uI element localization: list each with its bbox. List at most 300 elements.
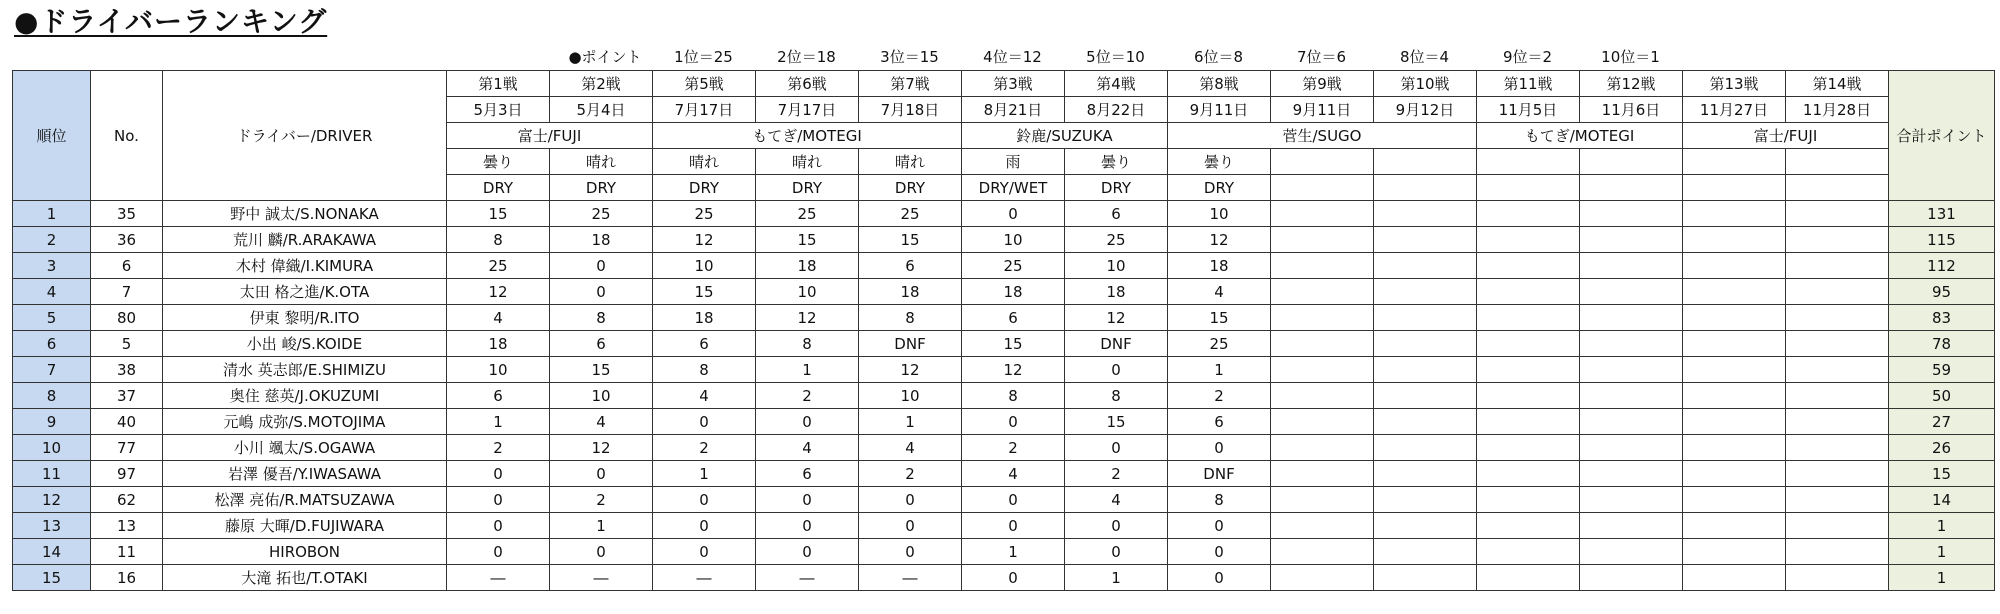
rank-cell: 5	[13, 305, 91, 331]
points-cell	[1786, 357, 1889, 383]
points-legend-item: 5位＝10	[1086, 48, 1145, 66]
points-cell: 2	[1168, 383, 1271, 409]
points-cell	[1580, 357, 1683, 383]
points-cell: 6	[1065, 201, 1168, 227]
points-cell: 10	[1065, 253, 1168, 279]
points-cell: 10	[1168, 201, 1271, 227]
points-cell	[1374, 487, 1477, 513]
points-legend-item: 3位＝15	[880, 48, 939, 66]
points-cell	[1374, 513, 1477, 539]
weather-cell	[1786, 149, 1889, 175]
date-header: 7月18日	[859, 97, 962, 123]
table-row	[13, 201, 1995, 227]
condition-cell	[1477, 175, 1580, 201]
total-header: 合計ポイント	[1889, 71, 1995, 201]
points-cell	[1374, 253, 1477, 279]
points-cell: 0	[962, 409, 1065, 435]
points-cell	[1683, 409, 1786, 435]
points-cell	[1786, 409, 1889, 435]
total-points-cell: 26	[1889, 435, 1995, 461]
points-cell: 12	[653, 227, 756, 253]
points-cell	[1683, 331, 1786, 357]
points-cell: DNF	[1168, 461, 1271, 487]
weather-cell: 晴れ	[859, 149, 962, 175]
round-header: 第6戦	[756, 71, 859, 97]
points-cell: ―	[653, 565, 756, 591]
points-cell: 4	[653, 383, 756, 409]
points-cell	[1786, 565, 1889, 591]
driver-name-cell: 太田 格之進/K.OTA	[163, 279, 447, 305]
driver-name-cell: 松澤 亮佑/R.MATSUZAWA	[163, 487, 447, 513]
points-cell: 18	[962, 279, 1065, 305]
points-cell: 12	[550, 435, 653, 461]
total-points-cell: 115	[1889, 227, 1995, 253]
venue-header: 富士/FUJI	[447, 123, 653, 149]
points-cell: 15	[1065, 409, 1168, 435]
venue-header: 富士/FUJI	[1683, 123, 1889, 149]
round-header: 第5戦	[653, 71, 756, 97]
points-cell	[1786, 331, 1889, 357]
driver-name-cell: 伊東 黎明/R.ITO	[163, 305, 447, 331]
points-cell	[1683, 227, 1786, 253]
points-legend-item: 2位＝18	[777, 48, 836, 66]
points-cell: 25	[1168, 331, 1271, 357]
points-cell	[1786, 201, 1889, 227]
points-cell: ―	[447, 565, 550, 591]
ranking-table	[12, 70, 1995, 591]
car-number-cell: 5	[91, 331, 163, 357]
points-cell	[1580, 253, 1683, 279]
total-points-cell: 59	[1889, 357, 1995, 383]
page-title: ●ドライバーランキング	[14, 5, 328, 38]
points-cell	[1271, 409, 1374, 435]
points-cell	[1786, 305, 1889, 331]
points-cell: 0	[756, 513, 859, 539]
round-header: 第13戦	[1683, 71, 1786, 97]
points-cell: 1	[653, 461, 756, 487]
points-legend-item: 1位＝25	[674, 48, 733, 66]
points-cell	[1477, 409, 1580, 435]
round-header: 第3戦	[962, 71, 1065, 97]
points-cell	[1374, 305, 1477, 331]
venue-header: もてぎ/MOTEGI	[1477, 123, 1683, 149]
points-cell	[1477, 357, 1580, 383]
points-cell: 25	[962, 253, 1065, 279]
points-cell: 0	[550, 279, 653, 305]
weather-cell: 晴れ	[550, 149, 653, 175]
points-cell: 0	[550, 253, 653, 279]
weather-cell	[1580, 149, 1683, 175]
table-row	[13, 435, 1995, 461]
total-points-cell: 112	[1889, 253, 1995, 279]
points-cell	[1580, 279, 1683, 305]
rank-cell: 14	[13, 539, 91, 565]
car-number-cell: 38	[91, 357, 163, 383]
total-points-cell: 78	[1889, 331, 1995, 357]
condition-cell: DRY	[1168, 175, 1271, 201]
points-cell	[1477, 513, 1580, 539]
total-points-cell: 1	[1889, 539, 1995, 565]
points-cell	[1374, 201, 1477, 227]
table-row	[13, 487, 1995, 513]
points-cell: 0	[653, 487, 756, 513]
points-cell	[1580, 305, 1683, 331]
points-cell	[1477, 461, 1580, 487]
driver-header: ドライバー/DRIVER	[163, 71, 447, 201]
points-cell: 12	[447, 279, 550, 305]
points-cell: 2	[962, 435, 1065, 461]
points-cell	[1683, 201, 1786, 227]
points-cell: 2	[1065, 461, 1168, 487]
points-cell	[1374, 383, 1477, 409]
points-cell: 0	[962, 565, 1065, 591]
points-cell	[1786, 279, 1889, 305]
table-row	[13, 253, 1995, 279]
points-cell	[1580, 331, 1683, 357]
rank-cell: 12	[13, 487, 91, 513]
driver-name-cell: HIROBON	[163, 539, 447, 565]
total-points-cell: 50	[1889, 383, 1995, 409]
points-cell: 8	[962, 383, 1065, 409]
points-cell	[1271, 461, 1374, 487]
total-points-cell: 1	[1889, 513, 1995, 539]
driver-name-cell: 小川 颯太/S.OGAWA	[163, 435, 447, 461]
points-cell: 4	[550, 409, 653, 435]
condition-cell	[1683, 175, 1786, 201]
points-cell	[1580, 435, 1683, 461]
venue-header: もてぎ/MOTEGI	[653, 123, 962, 149]
points-cell: 12	[859, 357, 962, 383]
points-cell: DNF	[859, 331, 962, 357]
date-header: 8月21日	[962, 97, 1065, 123]
points-cell: 15	[653, 279, 756, 305]
points-cell: 12	[962, 357, 1065, 383]
points-cell	[1477, 253, 1580, 279]
weather-cell: 曇り	[447, 149, 550, 175]
points-cell: 8	[859, 305, 962, 331]
driver-name-cell: 元嶋 成弥/S.MOTOJIMA	[163, 409, 447, 435]
rank-cell: 8	[13, 383, 91, 409]
points-cell: 10	[447, 357, 550, 383]
points-cell: 0	[859, 487, 962, 513]
points-cell	[1271, 435, 1374, 461]
weather-cell: 曇り	[1065, 149, 1168, 175]
rank-cell: 13	[13, 513, 91, 539]
points-cell	[1374, 409, 1477, 435]
points-cell	[1683, 513, 1786, 539]
points-legend-label: ●ポイント	[568, 48, 642, 66]
driver-name-cell: 野中 誠太/S.NONAKA	[163, 201, 447, 227]
points-cell: 0	[447, 539, 550, 565]
points-cell: 18	[859, 279, 962, 305]
date-header: 11月28日	[1786, 97, 1889, 123]
points-cell	[1683, 253, 1786, 279]
condition-cell: DRY/WET	[962, 175, 1065, 201]
points-cell	[1374, 279, 1477, 305]
points-cell: 4	[756, 435, 859, 461]
points-cell	[1271, 565, 1374, 591]
points-cell: 6	[447, 383, 550, 409]
table-row	[13, 461, 1995, 487]
points-cell	[1683, 383, 1786, 409]
points-cell	[1683, 487, 1786, 513]
points-cell	[1477, 487, 1580, 513]
round-header: 第9戦	[1271, 71, 1374, 97]
points-cell	[1683, 305, 1786, 331]
points-cell: 18	[1168, 253, 1271, 279]
weather-cell	[1683, 149, 1786, 175]
points-cell: 0	[550, 539, 653, 565]
points-cell	[1271, 357, 1374, 383]
points-cell	[1786, 435, 1889, 461]
total-points-cell: 131	[1889, 201, 1995, 227]
points-cell	[1477, 227, 1580, 253]
points-cell: 10	[653, 253, 756, 279]
table-row	[13, 227, 1995, 253]
car-number-cell: 7	[91, 279, 163, 305]
car-number-cell: 6	[91, 253, 163, 279]
points-cell	[1683, 279, 1786, 305]
points-cell	[1374, 461, 1477, 487]
points-cell: DNF	[1065, 331, 1168, 357]
car-number-cell: 80	[91, 305, 163, 331]
venue-header: 菅生/SUGO	[1168, 123, 1477, 149]
table-row	[13, 305, 1995, 331]
points-cell: 25	[447, 253, 550, 279]
points-cell: 0	[1168, 539, 1271, 565]
points-cell: 15	[756, 227, 859, 253]
points-cell	[1271, 383, 1374, 409]
points-cell	[1786, 253, 1889, 279]
car-number-cell: 62	[91, 487, 163, 513]
points-cell: 2	[447, 435, 550, 461]
points-cell: 6	[653, 331, 756, 357]
points-cell: 15	[550, 357, 653, 383]
points-cell: 6	[550, 331, 653, 357]
rank-header: 順位	[13, 71, 91, 201]
points-cell: 0	[859, 513, 962, 539]
round-header: 第12戦	[1580, 71, 1683, 97]
points-cell: ―	[859, 565, 962, 591]
rank-cell: 15	[13, 565, 91, 591]
points-cell: 6	[1168, 409, 1271, 435]
total-points-cell: 83	[1889, 305, 1995, 331]
points-cell: 2	[653, 435, 756, 461]
table-row	[13, 565, 1995, 591]
round-header: 第7戦	[859, 71, 962, 97]
weather-cell	[1374, 149, 1477, 175]
points-cell	[1786, 539, 1889, 565]
condition-cell: DRY	[1065, 175, 1168, 201]
table-row	[13, 409, 1995, 435]
points-cell: 15	[447, 201, 550, 227]
points-cell: 8	[653, 357, 756, 383]
points-cell: 1	[756, 357, 859, 383]
points-legend-item: 7位＝6	[1296, 48, 1347, 66]
points-cell: 1	[859, 409, 962, 435]
points-cell: 8	[1065, 383, 1168, 409]
points-cell: 0	[1168, 435, 1271, 461]
points-legend-item: 9位＝2	[1502, 48, 1553, 66]
points-cell	[1786, 227, 1889, 253]
points-cell: 25	[859, 201, 962, 227]
driver-name-cell: 木村 偉織/I.KIMURA	[163, 253, 447, 279]
rank-cell: 9	[13, 409, 91, 435]
points-cell: 18	[447, 331, 550, 357]
rank-cell: 3	[13, 253, 91, 279]
points-cell	[1683, 357, 1786, 383]
points-cell	[1374, 565, 1477, 591]
car-number-cell: 77	[91, 435, 163, 461]
table-row	[13, 513, 1995, 539]
rank-cell: 10	[13, 435, 91, 461]
points-cell: 0	[550, 461, 653, 487]
points-cell: 0	[962, 201, 1065, 227]
points-cell: 8	[550, 305, 653, 331]
no-header: No.	[91, 71, 163, 201]
points-cell	[1580, 487, 1683, 513]
ranking-table-body	[13, 71, 1995, 591]
points-cell	[1374, 227, 1477, 253]
points-legend-item: 10位＝1	[1601, 48, 1660, 66]
points-cell	[1271, 513, 1374, 539]
points-cell: 4	[1168, 279, 1271, 305]
points-cell	[1477, 201, 1580, 227]
points-cell: ―	[756, 565, 859, 591]
points-cell	[1786, 383, 1889, 409]
weather-cell: 曇り	[1168, 149, 1271, 175]
points-cell: 0	[756, 539, 859, 565]
date-header: 9月11日	[1271, 97, 1374, 123]
points-cell: 4	[859, 435, 962, 461]
header-row-rounds	[13, 71, 1995, 97]
condition-cell: DRY	[859, 175, 962, 201]
points-cell: 25	[756, 201, 859, 227]
points-cell: 2	[756, 383, 859, 409]
points-cell: 15	[1168, 305, 1271, 331]
table-row	[13, 331, 1995, 357]
points-cell: 12	[1168, 227, 1271, 253]
car-number-cell: 40	[91, 409, 163, 435]
rank-cell: 11	[13, 461, 91, 487]
points-cell: 0	[447, 487, 550, 513]
round-header: 第8戦	[1168, 71, 1271, 97]
points-cell: 4	[447, 305, 550, 331]
points-cell	[1477, 305, 1580, 331]
condition-cell: DRY	[550, 175, 653, 201]
driver-name-cell: 清水 英志郎/E.SHIMIZU	[163, 357, 447, 383]
points-cell	[1786, 513, 1889, 539]
driver-name-cell: 小出 峻/S.KOIDE	[163, 331, 447, 357]
points-cell	[1271, 201, 1374, 227]
car-number-cell: 13	[91, 513, 163, 539]
points-cell	[1271, 487, 1374, 513]
points-cell: 8	[1168, 487, 1271, 513]
points-cell: ―	[550, 565, 653, 591]
points-cell: 18	[756, 253, 859, 279]
round-header: 第4戦	[1065, 71, 1168, 97]
venue-header: 鈴鹿/SUZUKA	[962, 123, 1168, 149]
rank-cell: 7	[13, 357, 91, 383]
points-cell: 15	[962, 331, 1065, 357]
points-cell	[1477, 565, 1580, 591]
driver-name-cell: 奥住 慈英/J.OKUZUMI	[163, 383, 447, 409]
points-cell	[1580, 227, 1683, 253]
points-cell: 0	[1065, 435, 1168, 461]
total-points-cell: 14	[1889, 487, 1995, 513]
total-points-cell: 95	[1889, 279, 1995, 305]
points-cell	[1580, 383, 1683, 409]
points-cell	[1374, 539, 1477, 565]
condition-cell: DRY	[653, 175, 756, 201]
points-cell: 0	[756, 487, 859, 513]
car-number-cell: 37	[91, 383, 163, 409]
points-cell: 1	[1168, 357, 1271, 383]
car-number-cell: 97	[91, 461, 163, 487]
weather-cell: 晴れ	[653, 149, 756, 175]
points-cell	[1271, 279, 1374, 305]
table-row	[13, 539, 1995, 565]
points-cell	[1271, 331, 1374, 357]
rank-cell: 6	[13, 331, 91, 357]
points-cell: 15	[859, 227, 962, 253]
condition-cell	[1271, 175, 1374, 201]
table-row	[13, 279, 1995, 305]
points-cell: 0	[1065, 539, 1168, 565]
rank-cell: 1	[13, 201, 91, 227]
points-cell: 0	[1168, 513, 1271, 539]
points-cell	[1477, 539, 1580, 565]
weather-cell: 晴れ	[756, 149, 859, 175]
weather-cell	[1271, 149, 1374, 175]
table-row	[13, 383, 1995, 409]
points-cell: 10	[962, 227, 1065, 253]
points-cell: 25	[1065, 227, 1168, 253]
date-header: 7月17日	[756, 97, 859, 123]
points-cell: 18	[550, 227, 653, 253]
points-cell: 12	[756, 305, 859, 331]
points-cell	[1580, 201, 1683, 227]
round-header: 第14戦	[1786, 71, 1889, 97]
points-cell: 18	[653, 305, 756, 331]
points-cell	[1786, 487, 1889, 513]
table-row	[13, 357, 1995, 383]
points-cell: 1	[962, 539, 1065, 565]
points-cell: 10	[550, 383, 653, 409]
condition-cell: DRY	[447, 175, 550, 201]
points-cell: 0	[653, 513, 756, 539]
points-cell: 10	[859, 383, 962, 409]
points-cell	[1374, 357, 1477, 383]
points-cell	[1271, 227, 1374, 253]
points-cell: 18	[1065, 279, 1168, 305]
points-cell	[1477, 279, 1580, 305]
condition-cell	[1374, 175, 1477, 201]
points-cell: 0	[962, 487, 1065, 513]
points-cell: 0	[962, 513, 1065, 539]
points-cell	[1683, 539, 1786, 565]
points-cell: 6	[756, 461, 859, 487]
points-cell	[1477, 331, 1580, 357]
points-cell: 0	[1065, 513, 1168, 539]
points-cell: 8	[756, 331, 859, 357]
points-cell: 4	[1065, 487, 1168, 513]
points-cell: 1	[447, 409, 550, 435]
points-cell: 0	[653, 409, 756, 435]
points-cell: 12	[1065, 305, 1168, 331]
points-cell	[1580, 565, 1683, 591]
total-points-cell: 1	[1889, 565, 1995, 591]
